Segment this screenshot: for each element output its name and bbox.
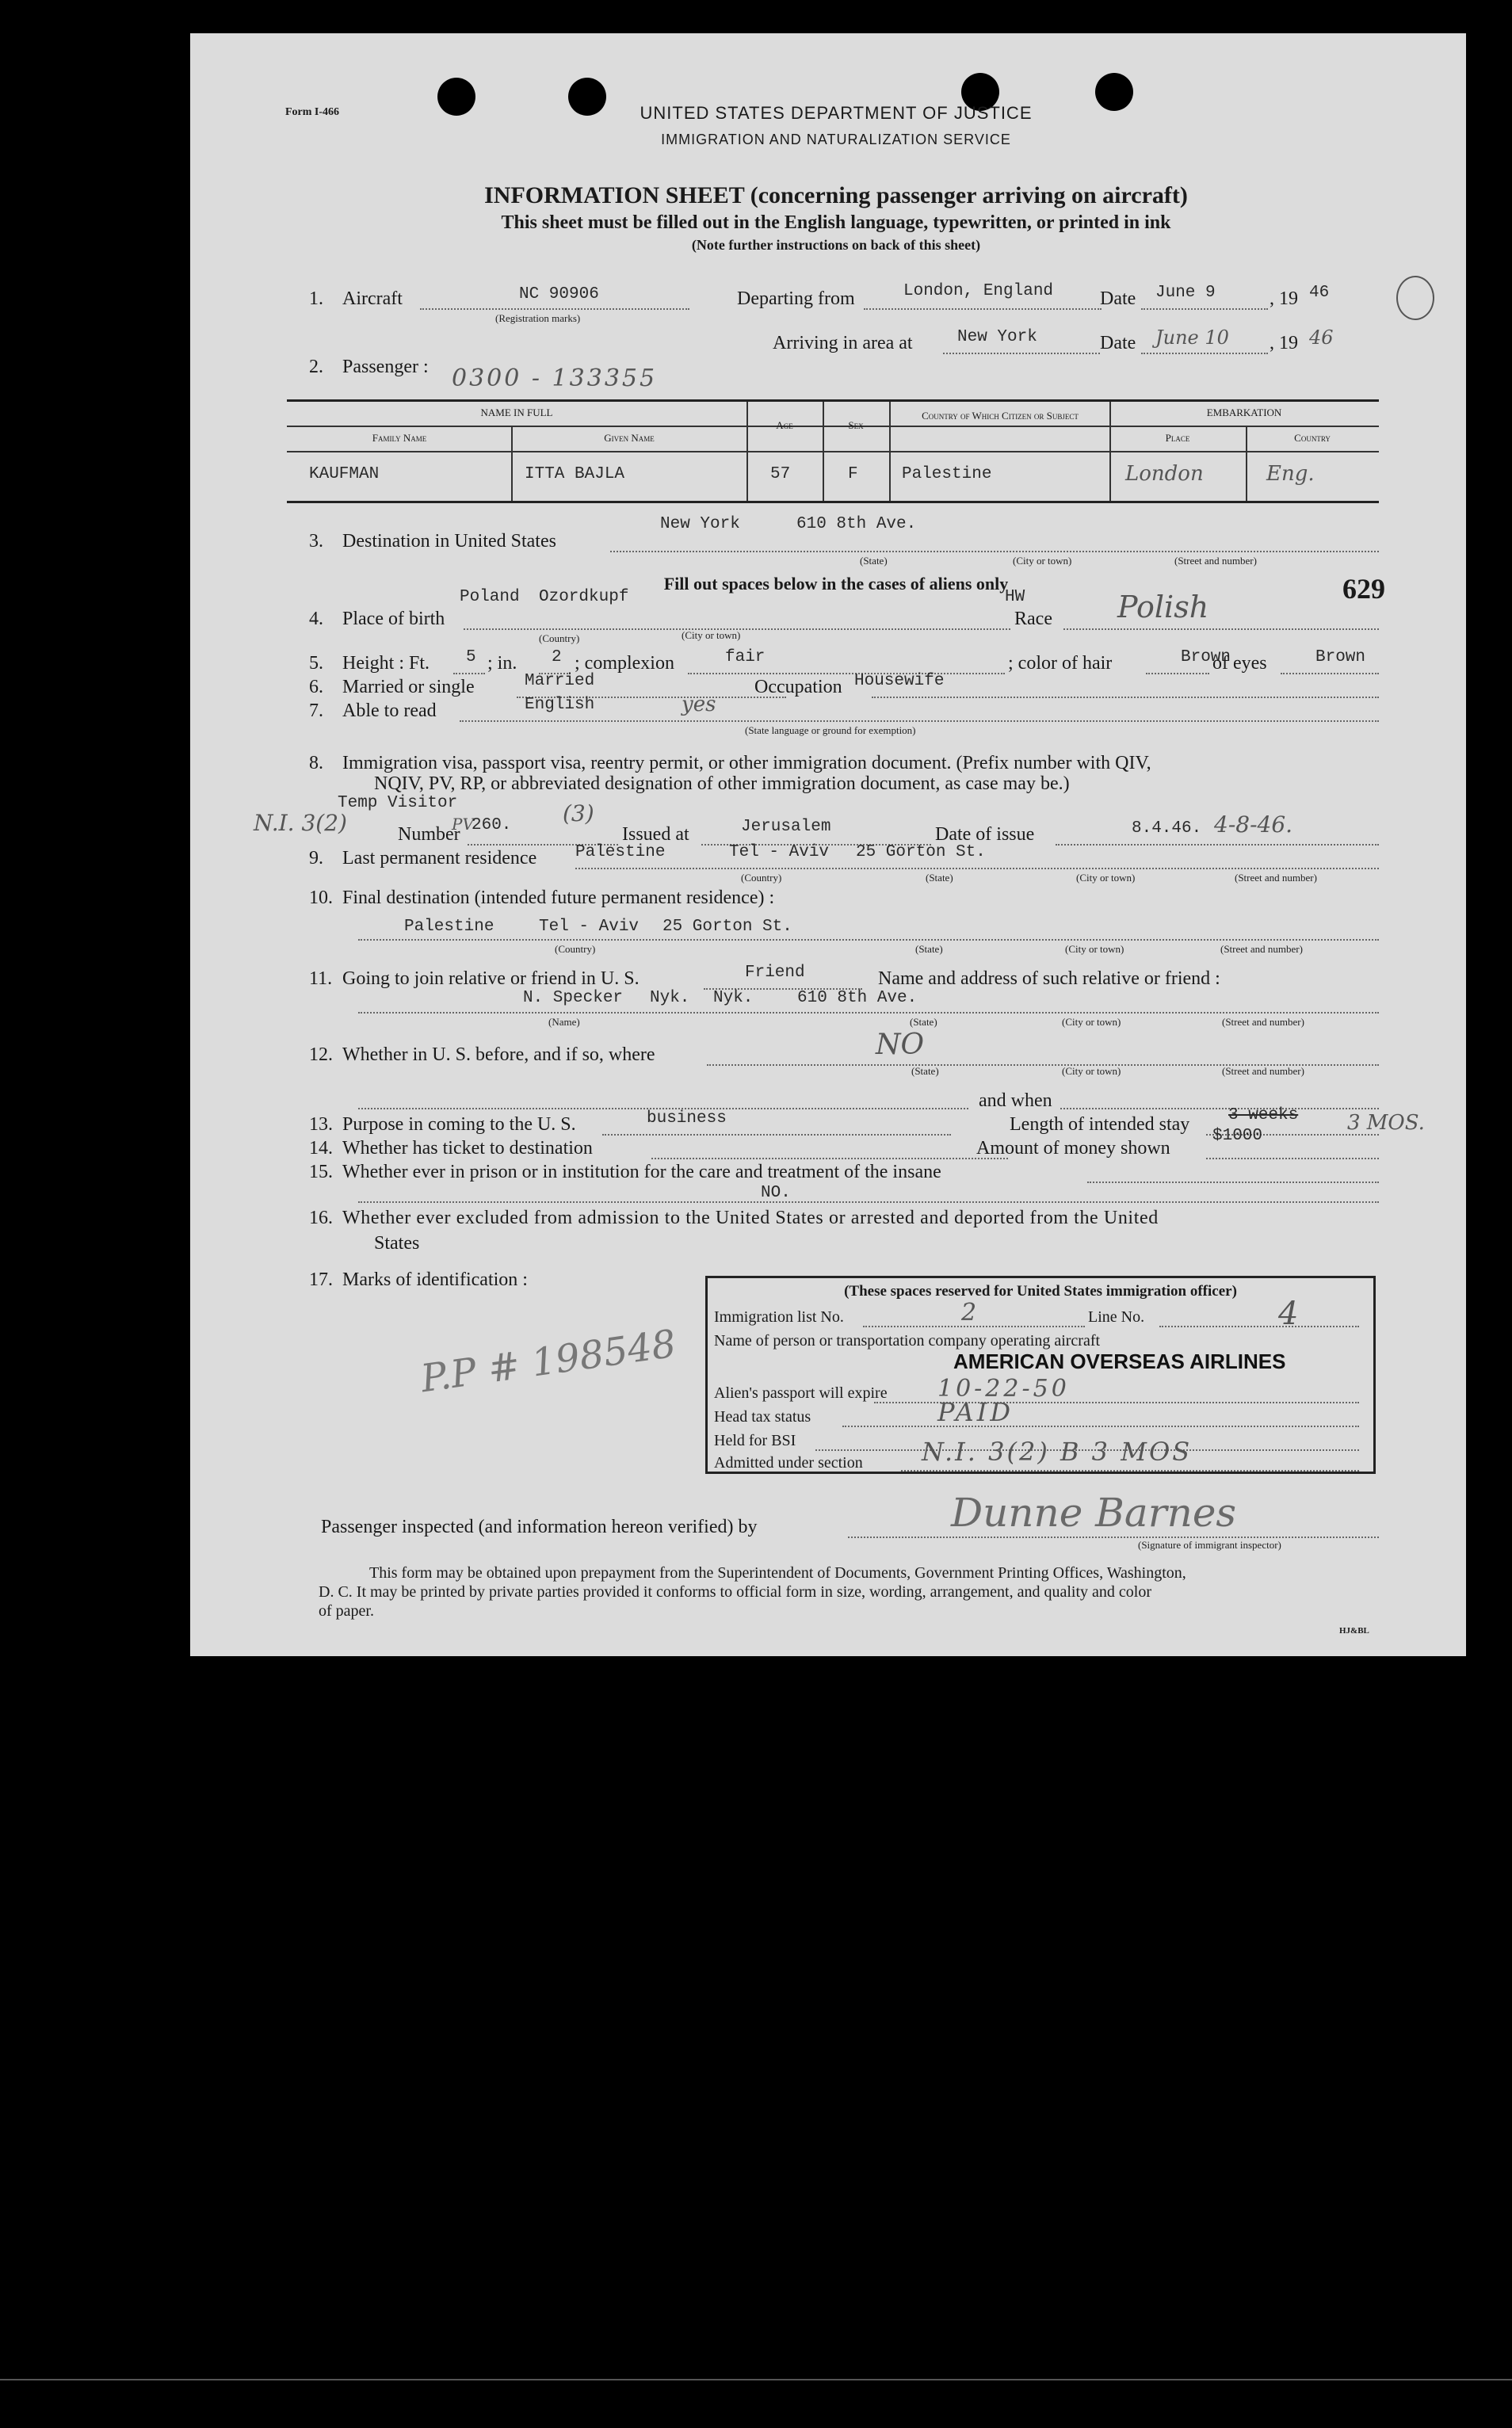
birthplace-label: Place of birth	[342, 609, 445, 629]
visa-text-line2: NQIV, PV, RP, or abbreviated designation of other immigration document, as case may be.)	[374, 773, 1070, 794]
registration-caption: (Registration marks)	[495, 312, 581, 324]
arrival-date-label: Date	[1100, 333, 1136, 353]
birth-country-caption: (Country)	[539, 632, 580, 644]
height-feet: 5	[466, 648, 476, 666]
excluded-label-line2: States	[374, 1233, 420, 1254]
stamp-number: 629	[1342, 573, 1385, 605]
item9-number: 9.	[309, 848, 323, 869]
destination-line	[610, 551, 1379, 552]
form-title: INFORMATION SHEET (concerning passenger arriving on aircraft)	[484, 182, 1188, 208]
admitted-value: N.I. 3(2) B 3 MOS	[922, 1437, 1193, 1467]
item8-number: 8.	[309, 753, 323, 773]
visa-class: (3)	[563, 800, 594, 827]
friend-name-caption: (Name)	[548, 1016, 580, 1028]
country-header: Country	[1294, 432, 1331, 444]
departure-date-value: June 9	[1155, 284, 1216, 302]
hair-value: Brown	[1181, 648, 1231, 666]
embark-place-cell: London	[1125, 462, 1204, 486]
arriving-line	[943, 353, 1100, 354]
departing-value: London, England	[903, 282, 1054, 300]
item5-number: 5.	[309, 653, 323, 674]
punch-hole	[437, 78, 475, 116]
signature-caption: (Signature of immigrant inspector)	[1138, 1539, 1281, 1551]
document-page	[190, 33, 1466, 1656]
fd-street-caption: (Street and number)	[1220, 943, 1303, 955]
list-number-value: 2	[961, 1299, 977, 1327]
visa-pv: PV	[452, 815, 474, 834]
place-header: Place	[1165, 432, 1190, 444]
prison-value: NO.	[761, 1184, 791, 1202]
family-name-cell: KAUFMAN	[309, 465, 380, 483]
purpose-value: business	[647, 1109, 727, 1128]
friend-street-caption: (Street and number)	[1222, 1016, 1304, 1028]
complexion-value: fair	[725, 648, 766, 666]
last-residence-street: 25 Gorton St.	[856, 843, 986, 861]
lr-state-caption: (State)	[926, 872, 953, 884]
friend-state-caption: (State)	[910, 1016, 937, 1028]
arrival-date-value: June 10	[1155, 326, 1229, 349]
punch-hole	[568, 78, 606, 116]
arrival-date-line	[1141, 353, 1268, 354]
departing-line	[864, 308, 1102, 310]
arriving-label: Arriving in area at	[773, 333, 913, 353]
issue-date: 8.4.46.	[1132, 819, 1202, 838]
item7-number: 7.	[309, 701, 323, 721]
birth-country: Poland	[460, 588, 520, 606]
line-number-label: Line No.	[1088, 1308, 1145, 1326]
issue-date-handwritten: 4-8-46.	[1214, 811, 1293, 838]
race-typed: HW	[1005, 588, 1025, 606]
when-label: and when	[979, 1090, 1052, 1111]
eyes-value: Brown	[1315, 648, 1366, 666]
stay-handwritten: 3 MOS.	[1347, 1111, 1425, 1135]
money-label: Amount of money shown	[976, 1138, 1170, 1159]
identification-handwritten: P.P # 198548	[418, 1321, 679, 1402]
visa-handwritten-code: N.I. 3(2)	[254, 810, 347, 836]
item15-number: 15.	[309, 1162, 333, 1182]
hair-label: ; color of hair	[1008, 653, 1113, 674]
item1-number: 1.	[309, 288, 323, 309]
height-label: Height : Ft.	[342, 653, 430, 674]
punch-hole	[1095, 73, 1133, 111]
friend-street: 610 8th Ave.	[797, 989, 918, 1007]
birth-city: Ozordkupf	[539, 588, 629, 606]
given-name-header: Given Name	[604, 432, 655, 444]
list-number-label: Immigration list No.	[714, 1308, 844, 1326]
pv-city-caption: (City or town)	[1062, 1065, 1121, 1077]
race-handwritten: Polish	[1117, 590, 1209, 624]
final-destination-city: Tel - Aviv	[539, 918, 640, 936]
passenger-number: 0300 - 133355	[452, 365, 658, 392]
embark-country-cell: Eng.	[1266, 462, 1315, 486]
item3-number: 3.	[309, 531, 323, 552]
passenger-label: Passenger :	[342, 357, 429, 377]
birth-city-caption: (City or town)	[682, 629, 741, 641]
footer-line1: This form may be obtained upon prepayment from the Superintendent of Documents, Government Printing Offices, Washington,	[369, 1564, 1186, 1582]
arriving-value: New York	[957, 328, 1037, 346]
visa-type: Temp Visitor	[338, 794, 458, 812]
ticket-label: Whether has ticket to destination	[342, 1138, 593, 1159]
passport-expiry-label: Alien's passport will expire	[714, 1384, 888, 1402]
operator-stamp: AMERICAN OVERSEAS AIRLINES	[953, 1350, 1286, 1373]
stay-typed: 3 weeks	[1228, 1106, 1299, 1124]
officer-box	[705, 1276, 1376, 1474]
dest-city-caption: (City or town)	[1013, 555, 1072, 567]
visa-text-line1: Immigration visa, passport visa, reentry permit, or other immigration document. (Prefix number with QIV,	[342, 753, 1151, 773]
pv-street-caption: (Street and number)	[1222, 1065, 1304, 1077]
complexion-label: ; complexion	[575, 653, 674, 674]
item10-number: 10.	[309, 888, 333, 908]
pv-state-caption: (State)	[911, 1065, 939, 1077]
sex-header: Sex	[848, 419, 864, 431]
departure-year-prefix: , 19	[1270, 288, 1298, 309]
prior-visit-label: Whether in U. S. before, and if so, where	[342, 1044, 655, 1065]
friend-name: N. Specker	[523, 989, 624, 1007]
final-destination-country: Palestine	[404, 918, 494, 936]
race-line	[1063, 628, 1379, 630]
fd-state-caption: (State)	[915, 943, 943, 955]
join-value: Friend	[745, 964, 805, 982]
bsi-label: Held for BSI	[714, 1432, 796, 1449]
race-label: Race	[1014, 609, 1052, 629]
age-header: Age	[776, 419, 793, 431]
department-heading: UNITED STATES DEPARTMENT OF JUSTICE	[640, 103, 1033, 123]
form-note: (Note further instructions on back of this sheet)	[691, 237, 981, 253]
eyes-label: of eyes	[1212, 653, 1267, 674]
head-tax-label: Head tax status	[714, 1408, 811, 1426]
last-residence-country: Palestine	[575, 843, 666, 861]
lr-country-caption: (Country)	[741, 872, 782, 884]
visa-number: 260.	[472, 816, 512, 834]
form-subtitle: This sheet must be filled out in the English language, typewritten, or printed in ink	[501, 212, 1171, 233]
officer-box-title: (These spaces reserved for United States immigration officer)	[844, 1283, 1237, 1300]
prior-visit-value: NO	[876, 1029, 925, 1061]
friend-state: Nyk.	[650, 989, 690, 1007]
issue-date-label: Date of issue	[935, 824, 1035, 845]
head-tax-value: PAID	[937, 1397, 1014, 1427]
departure-date-label: Date	[1100, 288, 1136, 309]
printer-code: HJ&BL	[1339, 1626, 1369, 1636]
footer-line2: D. C. It may be printed by private parties provided it conforms to official form in size, wording, arrangement, and quality and color	[319, 1583, 1152, 1601]
last-residence-label: Last permanent residence	[342, 848, 537, 869]
friend-city: Nyk.	[713, 989, 754, 1007]
friend-city-caption: (City or town)	[1062, 1016, 1121, 1028]
age-cell: 57	[770, 465, 791, 483]
form-number: Form I-466	[285, 106, 340, 118]
item12-number: 12.	[309, 1044, 333, 1065]
departing-label: Departing from	[737, 288, 855, 309]
family-name-header: Family Name	[372, 432, 427, 444]
item13-number: 13.	[309, 1114, 333, 1135]
item16-number: 16.	[309, 1208, 333, 1228]
item2-number: 2.	[309, 357, 323, 377]
item17-number: 17.	[309, 1269, 333, 1290]
passport-expiry-value: 10-22-50	[937, 1375, 1070, 1403]
citizen-header: Country of Which Citizen or Subject	[922, 410, 1079, 422]
prison-label: Whether ever in prison or in institution for the care and treatment of the insane	[342, 1162, 941, 1182]
aliens-note: Fill out spaces below in the cases of aliens only	[663, 574, 1009, 594]
read-value: English	[525, 696, 595, 714]
departure-date-line	[1141, 308, 1268, 310]
given-name-cell: ITTA BAJLA	[525, 465, 625, 483]
final-destination-label: Final destination (intended future permanent residence) :	[342, 888, 775, 908]
marital-label: Married or single	[342, 677, 475, 697]
arrival-year-value: 46	[1309, 326, 1334, 349]
issued-label: Issued at	[622, 824, 689, 845]
sex-cell: F	[848, 465, 858, 483]
height-inches: 2	[552, 648, 562, 666]
aircraft-line	[420, 308, 689, 310]
visa-number-label: Number	[398, 824, 460, 845]
inspector-signature: Dunne Barnes	[951, 1490, 1237, 1536]
circle-mark	[1396, 276, 1434, 320]
operator-label: Name of person or transportation company operating aircraft	[714, 1332, 1101, 1350]
stay-label: Length of intended stay	[1010, 1114, 1190, 1135]
fd-city-caption: (City or town)	[1065, 943, 1124, 955]
footer-line3: of paper.	[319, 1602, 374, 1620]
citizen-cell: Palestine	[902, 465, 992, 483]
money-value: $1000	[1212, 1127, 1263, 1145]
purpose-label: Purpose in coming to the U. S.	[342, 1114, 576, 1135]
passenger-table	[287, 399, 1379, 503]
item6-number: 6.	[309, 677, 323, 697]
arrival-year-prefix: , 19	[1270, 333, 1298, 353]
line-number-value: 4	[1278, 1296, 1299, 1332]
inches-label: ; in.	[487, 653, 517, 674]
read-label: Able to read	[342, 701, 437, 721]
read-caption: (State language or ground for exemption)	[745, 724, 916, 736]
read-handwritten: yes	[682, 693, 716, 716]
departure-year-value: 46	[1309, 284, 1330, 302]
destination-street: 610 8th Ave.	[796, 515, 917, 533]
aircraft-label: Aircraft	[342, 288, 403, 309]
item14-number: 14.	[309, 1138, 333, 1159]
friend-name-label: Name and address of such relative or friend :	[878, 968, 1220, 989]
name-in-full-header: NAME IN FULL	[480, 407, 553, 418]
service-heading: IMMIGRATION AND NATURALIZATION SERVICE	[661, 132, 1011, 147]
last-residence-city: Tel - Aviv	[729, 843, 830, 861]
scan-edge-line	[0, 2379, 1512, 2380]
inspected-label: Passenger inspected (and information hereon verified) by	[321, 1517, 758, 1537]
lr-city-caption: (City or town)	[1076, 872, 1136, 884]
marital-value: Married	[525, 672, 595, 690]
final-destination-street: 25 Gorton St.	[662, 918, 792, 936]
item11-number: 11.	[309, 968, 333, 989]
occupation-value: Housewife	[854, 672, 945, 690]
dest-street-caption: (Street and number)	[1174, 555, 1257, 567]
join-label: Going to join relative or friend in U. S.	[342, 968, 640, 989]
embarkation-header: EMBARKATION	[1206, 407, 1282, 418]
dest-state-caption: (State)	[860, 555, 888, 567]
item4-number: 4.	[309, 609, 323, 629]
identification-label: Marks of identification :	[342, 1269, 528, 1290]
fd-country-caption: (Country)	[555, 943, 596, 955]
excluded-label: Whether ever excluded from admission to the United States or arrested and deported from the United	[342, 1208, 1159, 1228]
lr-street-caption: (Street and number)	[1235, 872, 1317, 884]
admitted-label: Admitted under section	[714, 1454, 863, 1472]
aircraft-value: NC 90906	[519, 285, 599, 304]
occupation-label: Occupation	[754, 677, 842, 697]
destination-city: New York	[660, 515, 740, 533]
destination-label: Destination in United States	[342, 531, 556, 552]
issued-value: Jerusalem	[741, 818, 831, 836]
